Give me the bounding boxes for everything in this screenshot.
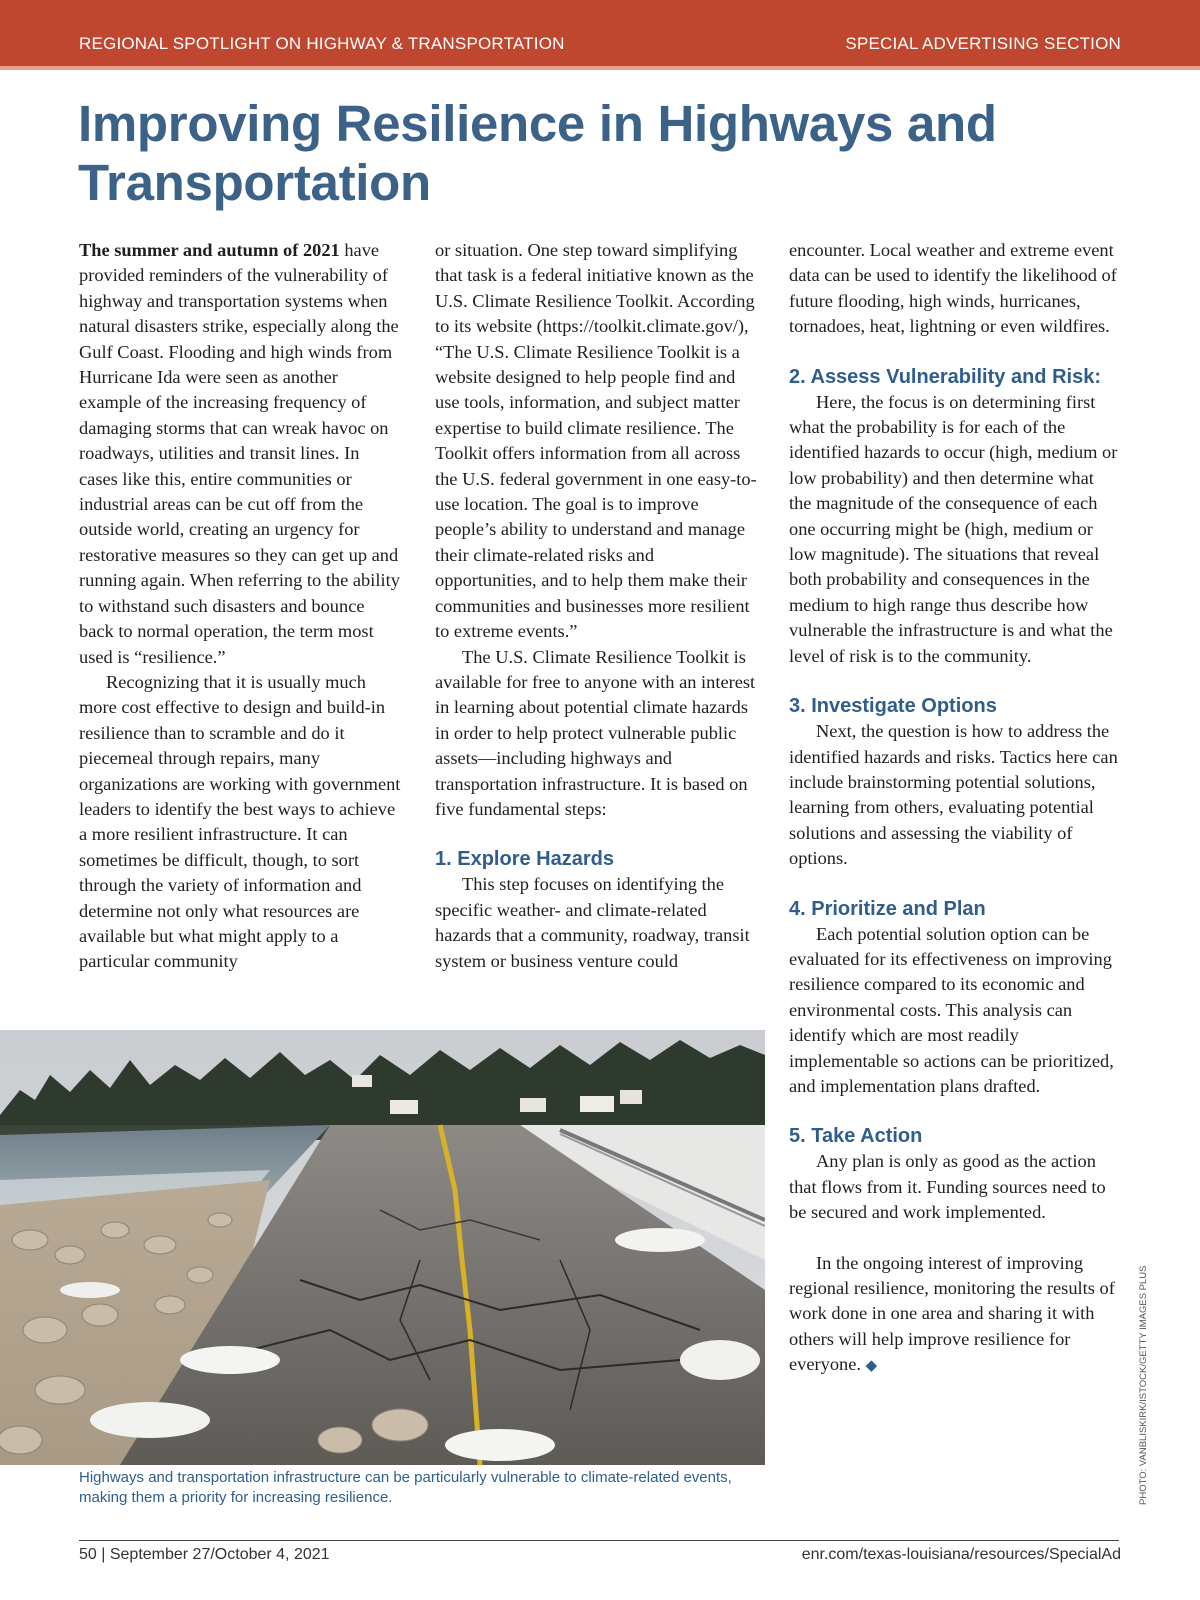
step-heading-assess: 2. Assess Vulnerability and Risk: <box>789 365 1101 388</box>
damaged-road-photo <box>0 1030 765 1465</box>
paragraph: Here, the focus is on determining first what the probability is for each of the identified hazards to occur (high, medium or low probability) and then determine what the magnitude of the consequence of each one occurring might be (high, medium or low magnitude). The situations that reveal both probability and consequences in the medium to high range thus describe how vulnerable the infrastructure is and what the level of risk is to the community. <box>789 391 1118 666</box>
paragraph: In the ongoing interest of improving regional resilience, monitoring the results of work done in one area and sharing it with others will help improve resilience for everyone. ◆ <box>789 1252 1115 1375</box>
page-number-date: 50 | September 27/October 4, 2021 <box>79 1546 330 1563</box>
column-1 <box>79 238 401 975</box>
section-label: REGIONAL SPOTLIGHT ON HIGHWAY & TRANSPORTATION <box>79 34 565 53</box>
step-heading-prioritize: 4. Prioritize and Plan <box>789 897 986 920</box>
step-heading-explore: 1. Explore Hazards <box>435 848 614 871</box>
paragraph: The U.S. Climate Resilience Toolkit is available for free to anyone with an interest in learning about potential climate hazards in order to help protect vulnerable public assets—including highways and transportation infrastructure. It is based on five fundamental steps: <box>435 646 756 819</box>
header-banner <box>0 0 1200 66</box>
end-mark-icon: ◆ <box>865 1358 878 1375</box>
paragraph: encounter. Local weather and extreme event data can be used to identify the likelihood of future flooding, high winds, hurricanes, tornadoes, heat, lightning or even wildfires. <box>789 240 1117 337</box>
paragraph: The summer and autumn of 2021 have provided reminders of the vulnerability of highway and transportation systems when natural disasters strike, especially along the Gulf Coast. Flooding and high winds from Hurricane Ida were seen as another example of the increasing frequency of damaging storms that can wreak havoc on roadways, utilities and transit lines. In cases like this, entire communities or industrial areas can be cut off from the outside world, creating an urgency for restorative measures so they can get up and running again. When referring to the ability to withstand such disasters and bounce back to normal operation, the term most used is “resilience.” <box>79 240 400 667</box>
footer-url: enr.com/texas-louisiana/resources/SpecialAd <box>801 1546 1121 1563</box>
column-3 <box>789 238 1119 1380</box>
paragraph: Next, the question is how to address the identified hazards and risks. Tactics here can include brainstorming potential solutions, learning from others, evaluating potential solutions and assessing the viability of options. <box>789 721 1118 869</box>
photo-credit: PHOTO: VANBLISKIRK/ISTOCK/GETTY IMAGES PLUS <box>1138 1265 1149 1505</box>
lead-in: The summer and autumn of 2021 <box>79 240 340 260</box>
footer-rule <box>79 1540 1119 1541</box>
header-rule <box>0 66 1200 70</box>
paragraph: Recognizing that it is usually much more cost effective to design and build-in resilience than to scramble and do it piecemeal through repairs, many organizations are working with government leaders to identify the best ways to achieve a more resilient infrastructure. It can sometimes be difficult, though, to sort through the variety of information and determine not only what resources are available but what might apply to a particular community <box>79 671 401 972</box>
column-2 <box>435 238 757 974</box>
step-heading-action: 5. Take Action <box>789 1125 923 1148</box>
photo-caption: Highways and transportation infrastructure can be particularly vulnerable to climate-related events, making them a priority for increasing resilience. <box>79 1469 732 1506</box>
paragraph: Any plan is only as good as the action that flows from it. Funding sources need to be secured and work implemented. <box>789 1151 1106 1223</box>
paragraph: Each potential solution option can be evaluated for its effectiveness on improving resilience compared to its economic and environmental costs. This analysis can identify which are most readily implementable so actions can be prioritized, and implementation plans drafted. <box>789 923 1114 1096</box>
step-heading-investigate: 3. Investigate Options <box>789 695 997 718</box>
paragraph: This step focuses on identifying the specific weather- and climate-related hazards that a community, roadway, transit system or business venture could <box>435 874 750 971</box>
article-title: Improving Resilience in Highways and Transportation <box>78 95 997 211</box>
paragraph: or situation. One step toward simplifying that task is a federal initiative known as the U.S. Climate Resilience Toolkit. According to its website (https://toolkit.climate.gov/), “The U.S. Climate Resilience Toolkit is a website designed to help people find and use tools, information, and subject matter expertise to build climate resilience. The Toolkit offers information from all across the U.S. federal government in one easy-to-use location. The goal is to improve people’s ability to understand and manage their climate-related risks and opportunities, and to help them make their communities and businesses more resilient to extreme events.” <box>435 240 757 642</box>
advertising-label: SPECIAL ADVERTISING SECTION <box>845 34 1121 53</box>
